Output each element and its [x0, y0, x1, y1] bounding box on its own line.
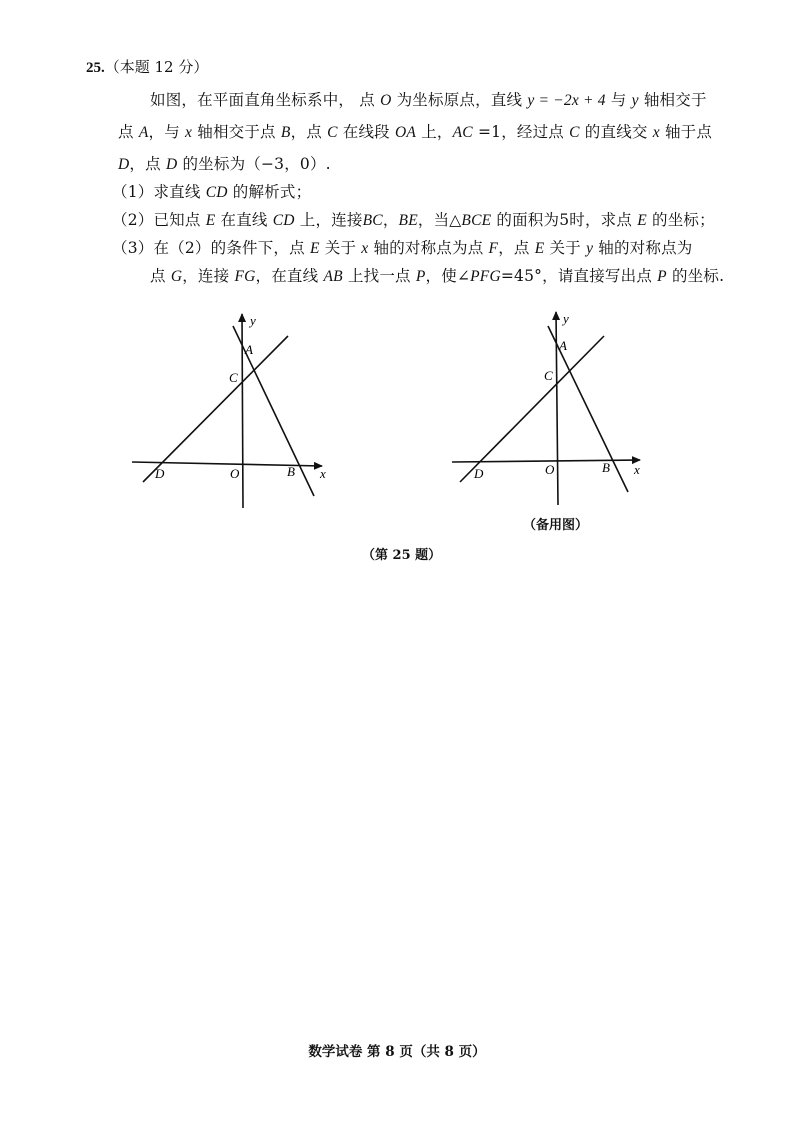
math-var: x — [361, 240, 369, 257]
text: 轴的对称点为点 — [368, 239, 489, 257]
text: 轴于点 — [659, 123, 713, 141]
label-a: A — [559, 338, 567, 353]
math-var: C — [327, 124, 338, 141]
text: 轴相交于 — [638, 91, 707, 109]
math-var: AC — [452, 124, 473, 141]
math-var: BCE — [461, 212, 492, 229]
text: 与 — [605, 91, 632, 109]
math-var: E — [534, 240, 545, 257]
text: 关于 — [544, 239, 587, 257]
label-y: y — [250, 313, 256, 328]
math-equation: y = −2x + 4 — [527, 92, 606, 109]
math-var: BE — [398, 212, 418, 229]
math-var: F — [488, 240, 499, 257]
math-var: P — [657, 268, 667, 285]
part-1 — [112, 180, 311, 202]
text: 的坐标. — [666, 267, 725, 285]
text: ，点 — [498, 239, 535, 257]
intro-line-2 — [118, 120, 712, 142]
text: 为坐标原点，直线 — [391, 91, 528, 109]
text: 上找一点 — [342, 267, 416, 285]
text: 点 — [150, 267, 171, 285]
text: ，在直线 — [255, 267, 324, 285]
text: =1，经过点 — [472, 123, 570, 141]
math-var: y — [586, 240, 594, 257]
label-o: O — [230, 466, 240, 481]
math-var: PFG — [470, 268, 501, 285]
text: 轴的对称点为 — [593, 239, 693, 257]
label-c: C — [544, 368, 553, 383]
text: 的面积为5时，求点 — [491, 211, 638, 229]
math-var: x — [185, 124, 193, 141]
math-var: CD — [272, 212, 295, 229]
text: ，当△ — [417, 211, 462, 229]
math-var: G — [170, 268, 183, 285]
math-var: E — [205, 212, 216, 229]
text: ，与 — [148, 123, 186, 141]
text: 关于 — [319, 239, 362, 257]
part-2 — [112, 208, 715, 230]
math-var: A — [138, 124, 149, 141]
math-var: y — [631, 92, 639, 109]
math-var: OA — [395, 124, 417, 141]
math-var: B — [280, 124, 291, 141]
backup-figure — [452, 311, 640, 505]
label-b: B — [602, 460, 610, 475]
math-var: AB — [323, 268, 343, 285]
text: 如图，在平面直角坐标系中， 点 — [150, 91, 381, 109]
line-cd — [143, 336, 288, 482]
text: 在线段 — [337, 123, 395, 141]
math-var: P — [415, 268, 426, 285]
intro-line-3 — [118, 152, 331, 174]
text: =45°，请直接写出点 — [500, 267, 658, 285]
text: 点 — [118, 123, 139, 141]
label-d: D — [474, 466, 484, 481]
page-footer: 数学试卷 第 8 页（共 8 页） — [308, 1044, 486, 1060]
math-var: x — [652, 124, 660, 141]
math-var: D — [165, 156, 178, 173]
label-y: y — [563, 311, 569, 326]
text: ，连接 — [182, 267, 235, 285]
text: （3）在（2）的条件下，点 — [112, 239, 310, 257]
text: 的坐标； — [646, 211, 715, 229]
math-var: D — [118, 156, 130, 173]
text: （2）已知点 — [112, 211, 206, 229]
text: 上， — [416, 123, 453, 141]
part-3-line-1 — [112, 236, 692, 258]
label-x: x — [320, 466, 326, 481]
text: ，点 — [290, 123, 328, 141]
math-var: CD — [205, 184, 228, 201]
main-figure — [132, 313, 326, 508]
label-d: D — [155, 466, 165, 481]
figures — [0, 300, 794, 560]
text: （1）求直线 — [112, 183, 206, 201]
math-var: E — [309, 240, 320, 257]
y-axis — [242, 314, 243, 508]
question-header — [86, 56, 208, 77]
label-o: O — [545, 462, 555, 477]
y-axis — [556, 312, 558, 505]
math-var: FG — [234, 268, 256, 285]
label-c: C — [229, 370, 238, 385]
label-x: x — [634, 462, 640, 477]
text: ， — [382, 211, 399, 229]
math-var: E — [637, 212, 647, 229]
label-a: A — [245, 342, 253, 357]
text: 在直线 — [215, 211, 273, 229]
text: 的解析式； — [227, 183, 312, 201]
math-var: BC — [362, 212, 383, 229]
text: ，点 — [129, 155, 166, 173]
part-3-line-2 — [150, 264, 724, 286]
question-points: （本题 12 分） — [104, 58, 209, 76]
text: 上，连接 — [294, 211, 363, 229]
math-var: O — [380, 92, 392, 109]
label-b: B — [287, 464, 295, 479]
intro-line-1 — [150, 88, 707, 110]
text: 的直线交 — [579, 123, 653, 141]
text: 的坐标为（−3，0）. — [177, 155, 331, 173]
figure-caption: （第 25 题） — [362, 548, 442, 563]
question-number: 25. — [86, 60, 105, 76]
text: ，使∠ — [425, 267, 471, 285]
math-var: C — [569, 124, 580, 141]
text: 轴相交于点 — [192, 123, 281, 141]
backup-figure-caption: （备用图） — [523, 518, 589, 533]
